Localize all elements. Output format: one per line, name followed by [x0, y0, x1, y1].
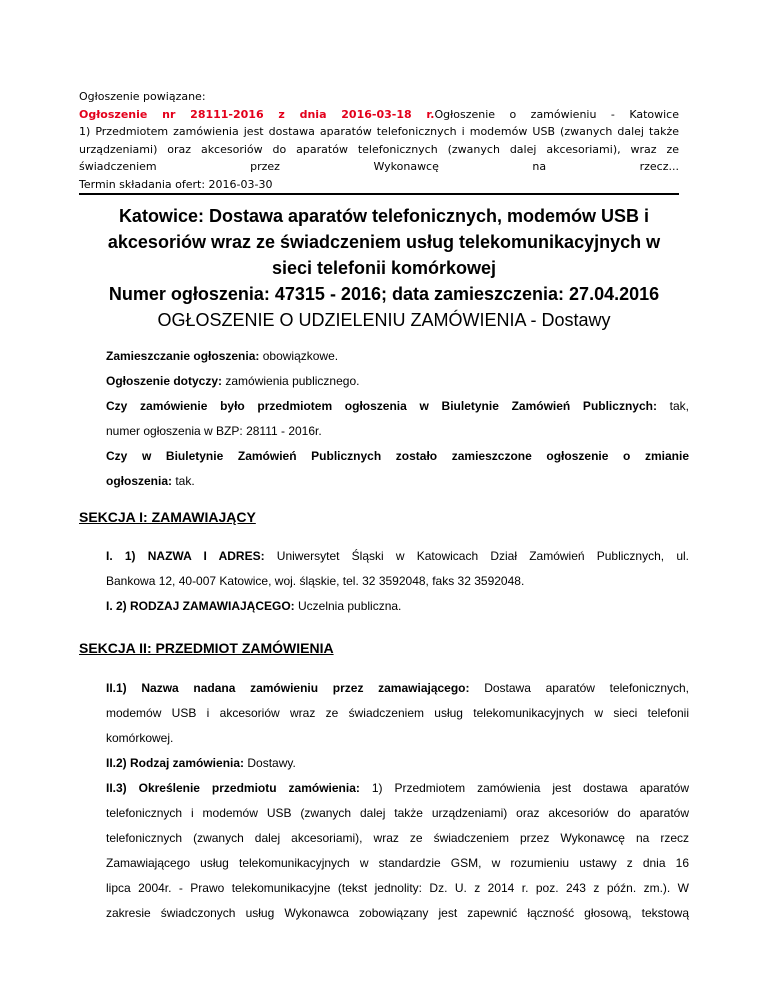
divider: [79, 193, 679, 195]
placement-paragraph: Zamieszczanie ogłoszenia: obowiązkowe.: [106, 349, 339, 363]
scope-line-4: Zamawiającego usług telekomunikacyjnych w standardzie GSM, w rozumieniu ustawy z dnia 16: [106, 856, 689, 870]
related-line-3: urządzeniami) oraz akcesoriów do aparatów telefonicznych (zwanych dalej akcesoriami), wraz ze: [79, 142, 679, 156]
bzp-number: numer ogłoszenia w BZP: 28111 - 2016r.: [106, 424, 322, 438]
scope-line-1: II.3) Określenie przedmiotu zamówienia: 1) Przedmiotem zamówienia jest dostawa aparatów: [106, 781, 689, 795]
section-1-heading: SEKCJA I: ZAMAWIAJĄCY: [79, 509, 256, 525]
scope-line-3: telefonicznych (zwanych dalej akcesoriami), wraz ze świadczeniem przez Wykonawcę na rzecz: [106, 831, 689, 845]
scope-line-5: lipca 2004r. - Prawo telekomunikacyjne (tekst jednolity: Dz. U. z 2014 r. poz. 243 z późn. zm.). W: [106, 881, 689, 895]
scope-line-6: zakresie świadczonych usług Wykonawca zobowiązany jest zapewnić łączność głosową, tekstową: [106, 906, 689, 920]
section-2-heading: SEKCJA II: PRZEDMIOT ZAMÓWIENIA: [79, 640, 334, 656]
related-line-4: świadczeniem przez Wykonawcę na rzecz...: [79, 160, 679, 173]
notice-subtitle: OGŁOSZENIE O UDZIELENIU ZAMÓWIENIA - Dostawy: [157, 310, 611, 330]
related-notice-rest: Ogłoszenie o zamówieniu - Katowice: [434, 107, 680, 121]
notice-title: [79, 203, 689, 333]
concerns-paragraph: Ogłoszenie dotyczy: zamówienia publicznego.: [106, 374, 360, 388]
title-line-1: Katowice: Dostawa aparatów telefonicznych, modemów USB i: [118, 206, 650, 226]
title-line-3: sieci telefonii komórkowej: [271, 258, 497, 278]
related-line-2: 1) Przedmiotem zamówienia jest dostawa aparatów telefonicznych i modemów USB (zwanych dalej także: [79, 125, 679, 138]
related-notice-line: [79, 106, 679, 124]
bzp-paragraph: Czy zamówienie było przedmiotem ogłoszenia w Biuletynie Zamówień Publicznych: tak,: [106, 399, 689, 413]
address-paragraph-1: I. 1) NAZWA I ADRES: Uniwersytet Śląski w Katowicach Dział Zamówień Publicznych, ul.: [106, 549, 689, 563]
change-paragraph-2: ogłoszenia: tak.: [106, 474, 195, 488]
related-notice-link[interactable]: Ogłoszenie nr 28111-2016 z dnia 2016-03-18 r.: [79, 107, 435, 121]
related-notice: [79, 88, 679, 193]
name-paragraph-3: komórkowej.: [106, 731, 174, 745]
notice-number: Numer ogłoszenia: 47315 - 2016; data zamieszczenia: 27.04.2016: [108, 284, 660, 304]
type-paragraph: I. 2) RODZAJ ZAMAWIAJĄCEGO: Uczelnia publiczna.: [106, 599, 402, 613]
name-paragraph-1: II.1) Nazwa nadana zamówieniu przez zamawiającego: Dostawa aparatów telefonicznych,: [106, 681, 689, 695]
related-deadline: Termin składania ofert: 2016-03-30: [79, 177, 273, 191]
kind-paragraph: II.2) Rodzaj zamówienia: Dostawy.: [106, 756, 296, 770]
scope-line-2: telefonicznych i modemów USB (zwanych dalej także urządzeniami) oraz akcesoriów do aparatów: [106, 806, 689, 820]
related-heading: Ogłoszenie powiązane:: [79, 90, 206, 103]
name-paragraph-2: modemów USB i akcesoriów wraz ze świadczeniem usług telekomunikacyjnych w sieci telefonii: [106, 706, 689, 720]
title-line-2: akcesoriów wraz ze świadczeniem usług telekomunikacyjnych w: [107, 232, 661, 252]
change-paragraph-1: Czy w Biuletynie Zamówień Publicznych zostało zamieszczone ogłoszenie o zmianie: [106, 449, 689, 463]
address-paragraph-2: Bankowa 12, 40-007 Katowice, woj. śląskie, tel. 32 3592048, faks 32 3592048.: [106, 574, 525, 588]
